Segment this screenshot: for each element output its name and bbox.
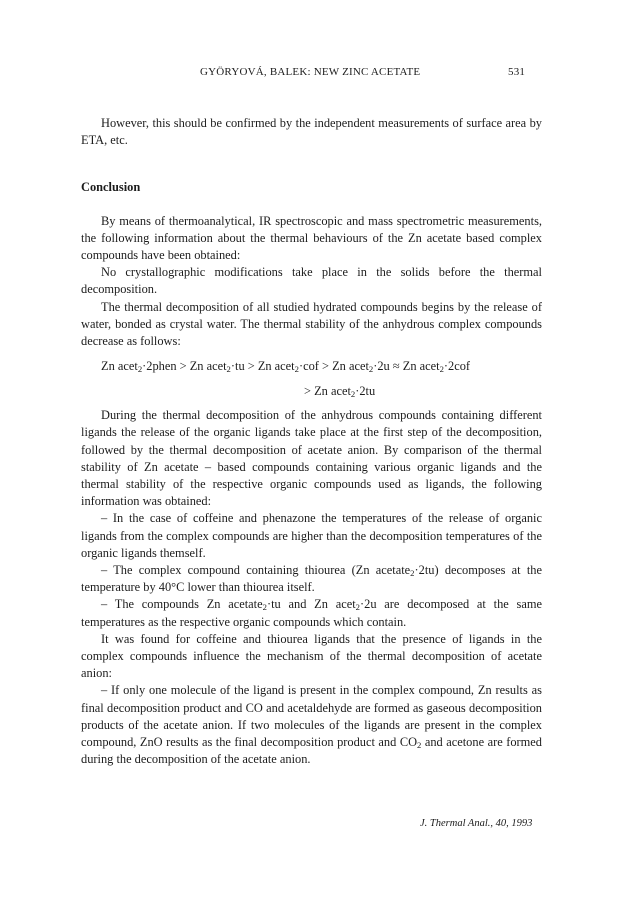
thiourea-paragraph: – The complex compound containing thiourea (Zn acetate$_2$·2tu) decomposes at the temperature by 40°C lower than thiourea itself. — [81, 563, 542, 595]
paragraph: The thermal decomposition of all studied hydrated compounds begins by the release of water, bonded as crystal water. The thermal stability of the anhydrous complex compounds decrease as follows: — [81, 299, 542, 349]
paragraph: By means of thermoanalytical, IR spectroscopic and mass spectrometric measurements, the following information about the thermal behaviours of the Zn acetate based complex compounds have been obtained: — [81, 213, 542, 263]
page-header — [0, 66, 624, 82]
paragraph: It was found for coffeine and thiourea ligands that the presence of ligands in the complex compounds influence the mechanism of the thermal decomposition of acetate anion: — [81, 631, 542, 681]
paragraph: No crystallographic modifications take place in the solids before the thermal decomposition. — [81, 265, 542, 297]
stability-formula: Zn acet$_2$·2phen > Zn acet$_2$·tu > Zn acet$_2$·cof > Zn acet$_2$·2u ≈ Zn acet$_2$·2cof — [101, 359, 471, 375]
section-heading: Conclusion — [81, 180, 141, 195]
page-number: 531 — [508, 66, 526, 78]
journal-footer: J. Thermal Anal., 40, 1993 — [420, 818, 533, 829]
paragraph: During the thermal decomposition of the anhydrous compounds containing different ligands the release of the organic ligands take place at the first step of the decomposition, followed by the thermal decomposition of acetate anion. By comparison of the thermal stability of Zn acetate – based compounds containing various organic ligands and the thermal stability of the respective organic compounds used as ligands, the following information was obtained: — [81, 408, 542, 509]
intro-paragraph: However, this should be confirmed by the independent measurements of surface area by ETA, etc. — [81, 116, 542, 148]
paragraph: – In the case of coffeine and phenazone the temperatures of the release of organic ligands from the complex compounds are higher than the decomposition temperatures of the organic ligands themself. — [81, 511, 542, 560]
final-paragraph: – If only one molecule of the ligand is present in the complex compound, Zn results as final decomposition product and CO and acetaldehyde are formed as gaseous decomposition products of the acetate anion. If two molecules of the ligands are present in the complex compound, ZnO results as the final decomposition product and $CO_2$ and acetone are formed during the decomposition of the acetate anion. — [81, 683, 542, 767]
article-body — [81, 115, 542, 769]
running-head: GYÖRYOVÁ, BALEK: NEW ZINC ACETATE — [200, 66, 421, 78]
compounds-paragraph: – The compounds Zn acetate$_2$·tu and Zn acet$_2$·2u are decomposed at the same temperatures as the respective organic compounds which contain. — [81, 597, 543, 629]
stability-formula-line2: > Zn acet$_2$·2tu — [304, 384, 376, 400]
